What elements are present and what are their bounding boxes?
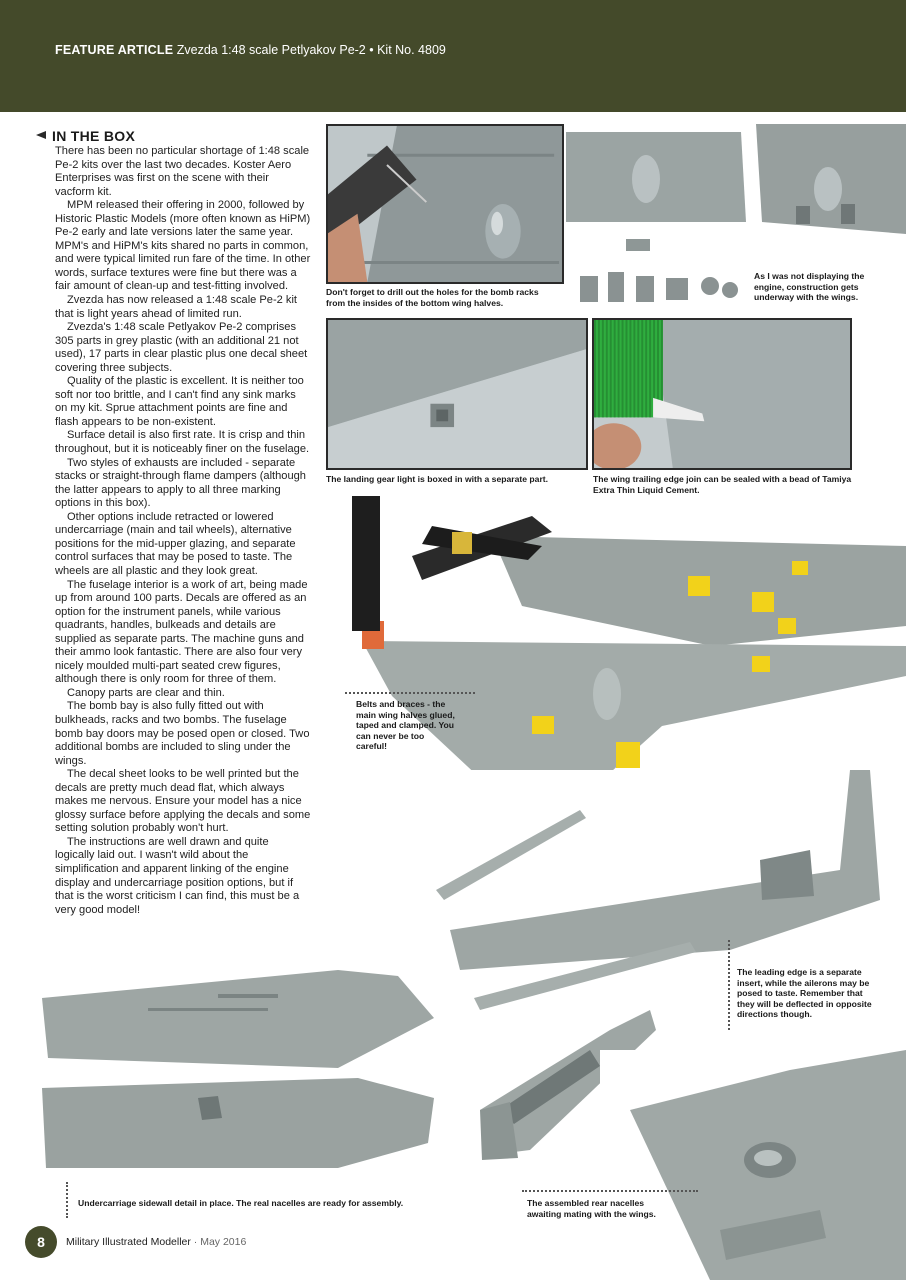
paragraph: MPM released their offering in 2000, followed by Historic Plastic Models (more often known as HiPM) Pe-2 early and late versions later the same year. MPM's and HiPM's kits shared no parts in common, and were typical limited run fare of the time. In other words, surface textures were fine but there was a fair amount of clean-up and test-fitting involved. <box>55 199 311 293</box>
paragraph: The fuselage interior is a work of art, being made up from around 100 parts. Decals are offered as an option for the instrument panels, while various quadrants, handles, bulkeads and details are supplied as separate parts. The machine guns and their ammo look fantastic. There are also four very nicely moulded multi-part seated crew figures, although there is only room for three of them. <box>55 578 308 686</box>
paragraph: The instructions are well drawn and quite logically laid out. I wasn't wild about the simplification and apparent linking of the engine display and undercarriage position options, but if that is the worst criticism I can find, this must be a very good model! <box>55 835 300 916</box>
page-number: 8 <box>25 1226 57 1258</box>
photo-cement-bottle <box>592 318 852 470</box>
caption-leader <box>66 1182 68 1218</box>
caption-engine: As I was not displaying the engine, construction gets underway with the wings. <box>754 271 865 303</box>
paragraph: The bomb bay is also fully fitted out with bulkheads, racks and two bombs. The fuselage bomb bay doors may be posed open or closed. Two additional bombs are included to sling under the wings. <box>55 700 310 767</box>
paragraph: Quality of the plastic is excellent. It is neither too soft nor too brittle, and I can't find any sink marks on my kit. Sprue attachment points are fine and flash appears to be non-existent. <box>55 375 304 428</box>
paragraph: There has been no particular shortage of 1:48 scale Pe-2 kits over the last two decades. Koster Aero Enterprises was first on the scene with their vacform kit. <box>55 145 310 198</box>
footer-magazine <box>66 1236 246 1248</box>
caption-nacelles: The assembled rear nacelles awaiting mating with the wings. <box>527 1198 656 1219</box>
caption-sidewall: Undercarriage sidewall detail in place. The real nacelles are ready for assembly. <box>78 1198 404 1208</box>
paragraph: Two styles of exhausts are included - separate stacks or straight-through flame dampers (although the latter appears to apply to all three marking options in this box). <box>55 456 306 510</box>
caption-drill-holes: Don't forget to drill out the holes for the bomb racks from the insides of the bottom wing halves. <box>326 287 539 308</box>
paragraph: Surface detail is also first rate. It is crisp and thin throughout, but it is noticeably finer on the fuselage. <box>55 429 310 456</box>
caption-leader <box>728 940 730 1030</box>
caption-clamps: Belts and braces - the main wing halves glued, taped and clamped. You can never be too careful! <box>356 699 455 752</box>
arrow-left-icon <box>36 131 46 139</box>
article-subtitle: Zvezda 1:48 scale Petlyakov Pe-2 • Kit No. 4809 <box>176 43 446 57</box>
header-title <box>55 43 446 57</box>
section-heading-text: IN THE BOX <box>52 128 136 144</box>
caption-leading-edge: The leading edge is a separate insert, while the ailerons may be posed to taste. Remember that they will be deflected in opposite directions though. <box>737 967 872 1020</box>
paragraph: Zvezda's 1:48 scale Petlyakov Pe-2 comprises 305 parts in grey plastic (with an additional 21 not used), 17 parts in clear plastic plus one decal sheet covering three subjects. <box>55 321 308 374</box>
caption-leader <box>522 1190 698 1192</box>
caption-leader <box>345 692 475 694</box>
photo-fuselage-halves <box>38 968 438 1180</box>
photo-landing-gear-light <box>326 318 588 470</box>
magazine-name: Military Illustrated Modeller <box>66 1236 191 1248</box>
header-band <box>0 0 906 112</box>
caption-gear-light: The landing gear light is boxed in with a separate part. <box>326 474 549 484</box>
caption-trailing-edge: The wing trailing edge join can be sealed with a bead of Tamiya Extra Thin Liquid Cement. <box>593 474 852 495</box>
article-body <box>55 145 311 917</box>
section-heading <box>36 128 135 144</box>
photo-wing-nacelle <box>600 1050 906 1280</box>
issue-date: · May 2016 <box>190 1236 247 1248</box>
paragraph: The decal sheet looks to be well printed but the decals are pretty much dead flat, which always makes me nervous. Ensure your model has a nice glossy surface before applying the decals and some setting solution probably won't hurt. <box>55 768 311 835</box>
photo-small-parts <box>574 262 744 308</box>
feature-label: FEATURE ARTICLE <box>55 43 174 57</box>
paragraph: Zvezda has now released a 1:48 scale Pe-2 kit that is light years ahead of limited run. <box>55 294 298 320</box>
photo-drill-holes <box>326 124 564 284</box>
paragraph: Other options include retracted or lowered undercarriage (main and tail wheels), alternative positions for the mid-upper glazing, and separate control surfaces that may be posed to taste. The wheels are all plastic and they look great. <box>55 510 296 577</box>
photo-wing-halves <box>566 124 906 269</box>
paragraph: Canopy parts are clear and thin. <box>67 686 225 699</box>
